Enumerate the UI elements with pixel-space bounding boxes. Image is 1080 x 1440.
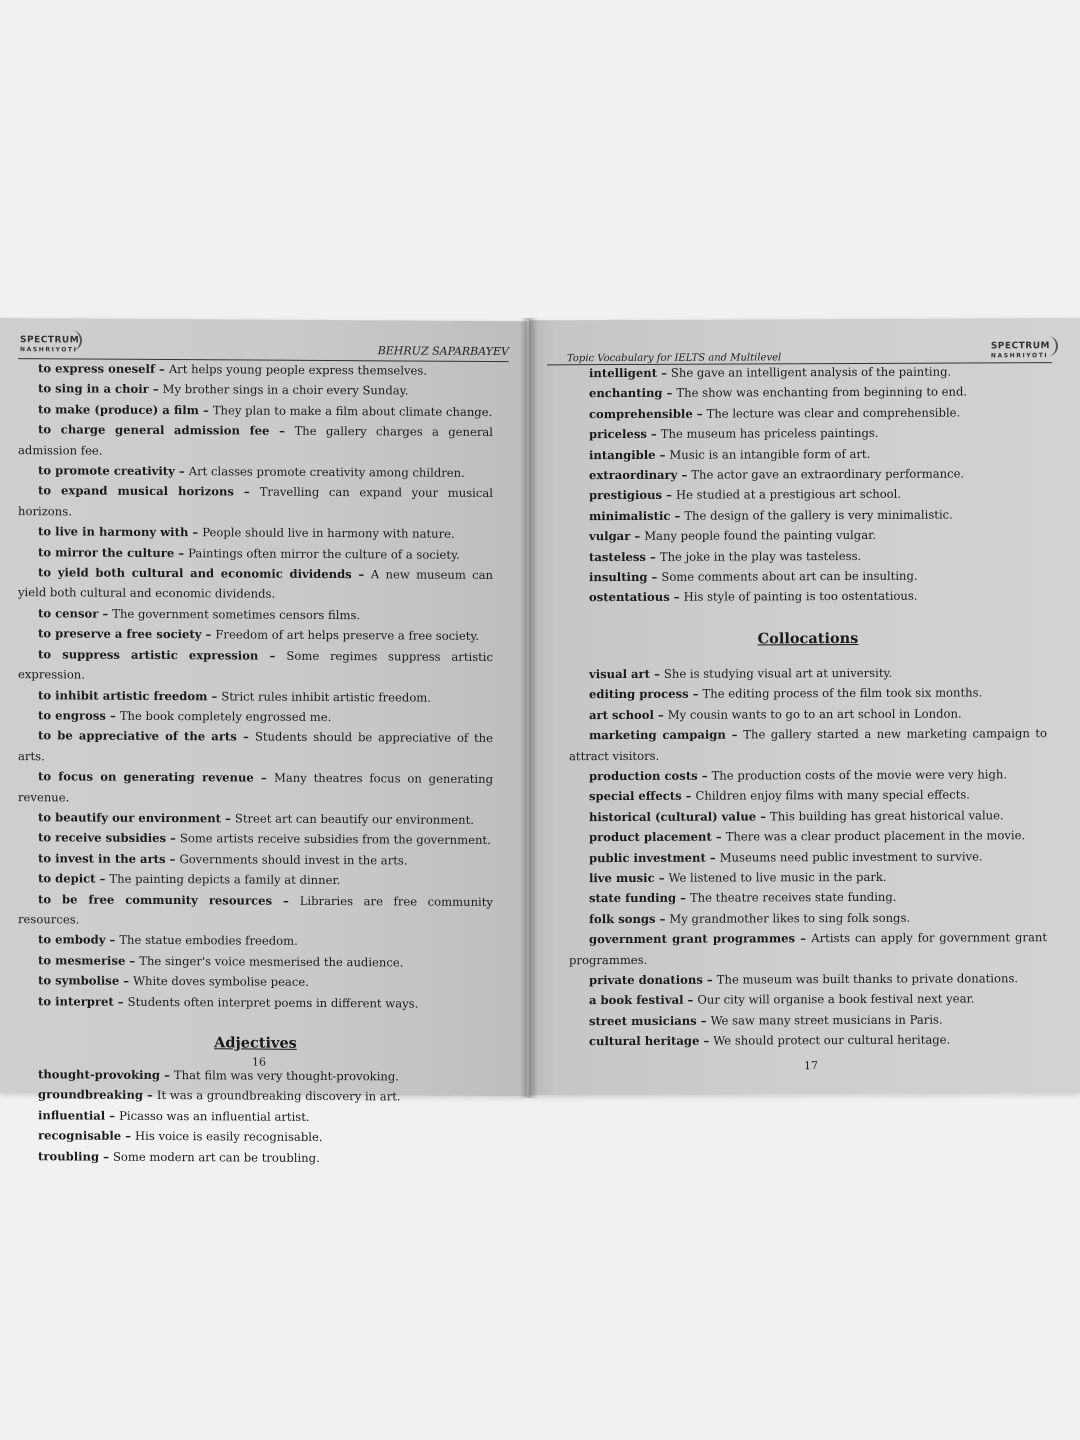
vocab-entry: to interpret – Students often interpret poems in different ways. [38,993,419,1011]
vocab-example: His voice is easily recognisable. [135,1129,323,1145]
vocab-term: intelligent [589,365,658,381]
vocab-term: extraordinary [589,467,678,483]
collocation-list [569,662,1047,1052]
vocab-entry: to receive subsidies – Some artists receive subsidies from the government. [38,830,491,848]
vocab-entry: to yield both cultural and economic dividends – A new museum can yield both cultural and economic dividends. [18,565,493,602]
vocab-term: to make (produce) a film [38,402,199,418]
right-page-content [569,361,1047,1052]
vocab-entry: special effects – Children enjoy films with many special effects. [589,787,970,804]
vocab-example: This building has great historical value. [770,808,1004,824]
vocab-entry: to beautify our environment – Street art can beautify our environment. [38,810,474,827]
vocab-entry: groundbreaking – It was a groundbreaking discovery in art. [38,1087,401,1104]
vocab-term: intangible [589,447,656,462]
vocab-term: to be appreciative of the arts [38,728,237,744]
vocab-term: private donations [589,972,703,988]
vocab-example: We listened to live music in the park. [668,869,887,885]
vocab-term: to promote creativity [38,463,175,479]
vocab-example: They plan to make a film about climate change. [212,403,493,419]
adjectives-heading: Adjectives [214,1034,297,1052]
vocab-entry: insulting – Some comments about art can be insulting. [589,568,918,585]
vocab-example: That film was very thought-provoking. [173,1068,399,1084]
vocab-term: enchanting [589,386,663,401]
vocab-example: Music is an intangible form of art. [669,446,871,462]
logo-subtitle: NASHRIYOTI [990,352,1049,360]
vocab-entry: marketing campaign – The gallery started a new marketing campaign to attract visitors. [569,726,1047,763]
page-number: 16 [252,1055,266,1069]
vocab-term: government grant programmes [589,931,795,947]
vocab-term: ostentatious [589,590,670,605]
vocab-term: thought-provoking [38,1067,161,1082]
vocab-example: A new museum can yield both cultural and economic dividends. [18,567,493,602]
vocab-term: tasteless [589,549,646,564]
vocab-term: street musicians [589,1013,697,1028]
vocab-term: to symbolise [38,973,120,988]
vocab-example: Paintings often mirror the culture of a society. [188,545,460,562]
vocab-example: My brother sings in a choir every Sunday. [162,382,409,398]
vocab-entry: thought-provoking – That film was very thought-provoking. [38,1067,399,1084]
vocab-term: to inhibit artistic freedom [38,687,208,703]
vocab-term: to preserve a free society [38,626,202,642]
vocab-entry: government grant programmes – Artists can apply for government grant programmes. [569,930,1047,967]
vocab-entry: vulgar – Many people found the painting vulgar. [589,528,877,544]
vocab-entry: to censor – The government sometimes censors films. [38,606,361,623]
vocab-example: The editing process of the film took six months. [702,685,983,701]
vocab-entry: intelligent – She gave an intelligent analysis of the painting. [589,364,952,381]
vocab-term: special effects [589,789,682,804]
vocab-entry: to mirror the culture – Paintings often mirror the culture of a society. [38,544,460,562]
vocab-entry: folk songs – My grandmother likes to sing folk songs. [589,910,911,926]
vocab-term: priceless [589,427,647,442]
publisher-logo [991,342,1050,360]
vocab-entry: to expand musical horizons – Travelling can expand your musical horizons. [18,483,493,519]
vocab-entry: to depict – The painting depicts a family at dinner. [38,871,341,888]
vocab-example: She gave an intelligent analysis of the painting. [670,364,952,380]
vocab-example: His style of painting is too ostentatious. [683,589,918,605]
vocab-entry: to focus on generating revenue – Many theatres focus on generating revenue. [18,769,494,804]
logo-swoosh-icon [1042,336,1058,356]
vocab-entry: recognisable – His voice is easily recognisable. [38,1128,323,1145]
vocab-term: a book festival [589,993,684,1008]
vocab-example: Strict rules inhibit artistic freedom. [221,688,431,705]
vocab-example: The lecture was clear and comprehensible. [706,405,961,421]
vocab-entry: to express oneself – Art helps young people express themselves. [38,361,428,378]
vocab-example: Children enjoy films with many special effects. [695,787,970,803]
vocab-example: We saw many street musicians in Paris. [710,1012,943,1028]
vocab-entry: historical (cultural) value – This building has great historical value. [589,808,1004,824]
vocab-term: marketing campaign [589,727,726,743]
vocab-term: to expand musical horizons [38,483,234,499]
vocab-term: groundbreaking [38,1087,143,1103]
vocab-example: Artists can apply for government grant programmes. [569,930,1047,967]
vocab-example: The government sometimes censors films. [112,606,361,623]
vocab-term: to live in harmony with [38,524,189,540]
vocab-term: folk songs [589,911,656,926]
vocab-example: Some regimes suppress artistic expression. [18,648,493,682]
adjective-list [18,1064,493,1169]
vocab-example: People should live in harmony with nature. [202,525,455,542]
vocab-example: Our city will organise a book festival next year. [697,991,975,1008]
vocab-term: to engross [38,708,106,723]
vocab-example: We should protect our cultural heritage. [713,1032,951,1048]
vocab-example: The book completely engrossed me. [119,708,332,724]
vocab-entry: ostentatious – His style of painting is too ostentatious. [589,589,918,605]
vocab-entry: live music – We listened to live music in the park. [589,869,887,886]
vocab-example: Some artists receive subsidies from the government. [179,831,491,848]
vocab-example: The museum was built thanks to private donations. [716,971,1019,987]
vocab-term: to suppress artistic expression [38,646,259,663]
vocab-example: Street art can beautify our environment. [234,811,474,827]
vocab-example: The statue embodies freedom. [119,933,298,949]
vocab-term: historical (cultural) value [589,809,757,824]
vocab-term: editing process [589,686,689,702]
vocab-example: The actor gave an extraordinary performance. [691,466,965,482]
vocab-example: The gallery started a new marketing campaign to attract visitors. [569,726,1047,763]
vocab-term: prestigious [589,488,663,503]
vocab-term: insulting [589,569,648,585]
vocab-example: It was a groundbreaking discovery in art. [156,1088,401,1104]
vocab-entry: tasteless – The joke in the play was tasteless. [589,548,862,564]
vocab-entry: intangible – Music is an intangible form of art. [589,446,871,462]
vocab-entry: private donations – The museum was built thanks to private donations. [589,971,1019,988]
vocab-term: to sing in a choir [38,381,149,397]
vocab-entry: product placement – There was a clear product placement in the movie. [589,828,1026,845]
vocab-example: The design of the gallery is very minimalistic. [684,507,953,523]
verb-phrase-list [18,358,493,1014]
vocab-example: Governments should invest in the arts. [179,851,408,868]
vocab-term: to be free community resources [38,891,273,908]
vocab-entry: production costs – The production costs of the movie were very high. [589,767,1008,784]
vocab-entry: street musicians – We saw many street musicians in Paris. [589,1012,943,1028]
vocab-entry: to be free community resources – Libraries are free community resources. [18,891,493,927]
vocab-entry: to invest in the arts – Governments should invest in the arts. [38,850,408,868]
vocab-example: The singer's voice mesmerised the audience. [139,953,404,970]
vocab-term: visual art [589,666,651,682]
vocab-term: to charge general admission fee [38,422,270,438]
vocab-example: The show was enchanting from beginning to end. [676,384,968,401]
vocab-example: Students should be appreciative of the arts. [18,729,494,763]
right-page [529,318,1080,1095]
vocab-entry: to make (produce) a film – They plan to make a film about climate change. [38,402,493,419]
vocab-entry: a book festival – Our city will organise a book festival next year. [589,991,975,1008]
vocab-term: state funding [589,891,677,906]
vocab-entry: influential – Picasso was an influential artist. [38,1108,310,1124]
vocab-term: to invest in the arts [38,850,166,866]
vocab-example: Some comments about art can be insulting. [661,568,918,584]
vocab-example: Some modern art can be troubling. [112,1149,320,1165]
vocab-term: live music [589,870,655,886]
left-page-content [18,358,493,1169]
vocab-entry: state funding – The theatre receives state funding. [589,890,897,906]
vocab-example: There was a clear product placement in the movie. [725,828,1026,844]
vocab-entry: to embody – The statue embodies freedom. [38,932,298,949]
vocab-example: The museum has priceless paintings. [660,426,879,442]
vocab-entry: troubling – Some modern art can be troubling. [38,1148,320,1165]
logo-name: SPECTRUM [990,341,1050,352]
vocab-term: to beautify our environment [38,810,222,826]
logo-subtitle: NASHRIYOTI [20,346,78,354]
vocab-entry: extraordinary – The actor gave an extraordinary performance. [589,466,965,483]
vocab-term: influential [38,1108,106,1123]
vocab-entry: to be appreciative of the arts – Students should be appreciative of the arts. [18,728,494,763]
vocab-example: He studied at a prestigious art school. [675,487,902,503]
vocab-example: Art classes promote creativity among children. [188,464,465,480]
logo-name: SPECTRUM [20,335,80,346]
vocab-example: The theatre receives state funding. [689,890,897,906]
vocab-entry: to live in harmony with – People should live in harmony with nature. [38,524,455,542]
page-number: 17 [804,1059,818,1073]
vocab-term: cultural heritage [589,1033,700,1049]
vocab-term: minimalistic [589,508,671,523]
vocab-example: Students often interpret poems in different ways. [127,994,419,1011]
vocab-term: to mirror the culture [38,544,175,560]
vocab-term: to mesmerise [38,953,126,968]
vocab-entry: prestigious – He studied at a prestigious art school. [589,487,902,503]
vocab-entry: to charge general admission fee – The gallery charges a general admission fee. [18,422,493,458]
vocab-term: to embody [38,932,106,948]
vocab-term: vulgar [589,529,631,544]
vocab-entry: to suppress artistic expression – Some regimes suppress artistic expression. [18,646,493,682]
vocab-example: The production costs of the movie were very high. [711,767,1008,783]
vocab-entry: comprehensible – The lecture was clear and comprehensible. [589,405,961,421]
vocab-term: comprehensible [589,406,693,421]
vocab-example: Libraries are free community resources. [18,893,493,927]
vocab-example: Travelling can expand your musical horizons. [18,485,493,519]
collocations-heading: Collocations [757,629,859,648]
vocab-entry: to engross – The book completely engrossed me. [38,708,332,724]
vocab-entry: to symbolise – White doves symbolise peace. [38,973,309,990]
vocab-example: Freedom of art helps preserve a free society. [215,627,480,644]
vocab-term: art school [589,707,654,722]
vocab-term: to express oneself [38,361,155,376]
vocab-entry: visual art – She is studying visual art at university. [589,665,893,682]
vocab-example: Picasso was an influential artist. [119,1108,310,1124]
vocab-example: Art helps young people express themselves. [168,362,428,378]
vocab-example: Many people found the painting vulgar. [644,528,877,544]
vocab-entry: cultural heritage – We should protect our cultural heritage. [589,1032,951,1049]
left-page [0,318,527,1165]
vocab-term: to focus on generating revenue [38,769,254,785]
adjective-list [569,361,1047,608]
vocab-entry: enchanting – The show was enchanting from beginning to end. [589,384,968,401]
vocab-example: My cousin wants to go to an art school in London. [667,706,962,722]
vocab-entry: editing process – The editing process of the film took six months. [589,685,983,702]
logo-swoosh-icon [66,330,82,350]
vocab-term: to censor [38,606,99,621]
vocab-term: to depict [38,871,96,886]
vocab-term: recognisable [38,1128,122,1143]
vocab-term: to interpret [38,993,114,1009]
vocab-entry: public investment – Museums need public investment to survive. [589,848,983,865]
vocab-entry: to sing in a choir – My brother sings in a choir every Sunday. [38,381,409,398]
book-spread [0,318,1080,1165]
vocab-entry: art school – My cousin wants to go to an art school in London. [589,706,962,722]
vocab-entry: to mesmerise – The singer's voice mesmerised the audience. [38,953,404,970]
vocab-example: The joke in the play was tasteless. [659,548,862,564]
vocab-example: Many theatres focus on generating revenue. [18,770,494,804]
running-head: Topic Vocabulary for IELTS and Multilevel [567,352,782,365]
vocab-entry: to preserve a free society – Freedom of art helps preserve a free society. [38,626,480,644]
vocab-term: public investment [589,850,706,865]
publisher-logo [20,336,79,354]
vocab-entry: to inhibit artistic freedom – Strict rules inhibit artistic freedom. [38,687,431,705]
vocab-example: The painting depicts a family at dinner. [109,871,341,888]
vocab-example: White doves symbolise peace. [133,974,309,990]
vocab-term: product placement [589,829,712,845]
vocab-term: troubling [38,1148,100,1164]
vocab-entry: minimalistic – The design of the gallery is very minimalistic. [589,507,953,523]
vocab-entry: priceless – The museum has priceless paintings. [589,426,879,442]
vocab-term: production costs [589,768,698,784]
vocab-term: to yield both cultural and economic dividends [38,565,352,582]
running-head: BEHRUZ SAPARBAYEV [377,344,509,359]
vocab-example: She is studying visual art at university. [663,665,893,681]
vocab-example: The gallery charges a general admission fee. [18,424,493,458]
vocab-example: Museums need public investment to survive. [719,848,983,865]
vocab-entry: to promote creativity – Art classes promote creativity among children. [38,463,465,480]
vocab-term: to receive subsidies [38,830,167,846]
vocab-example: My grandmother likes to sing folk songs. [669,910,911,926]
